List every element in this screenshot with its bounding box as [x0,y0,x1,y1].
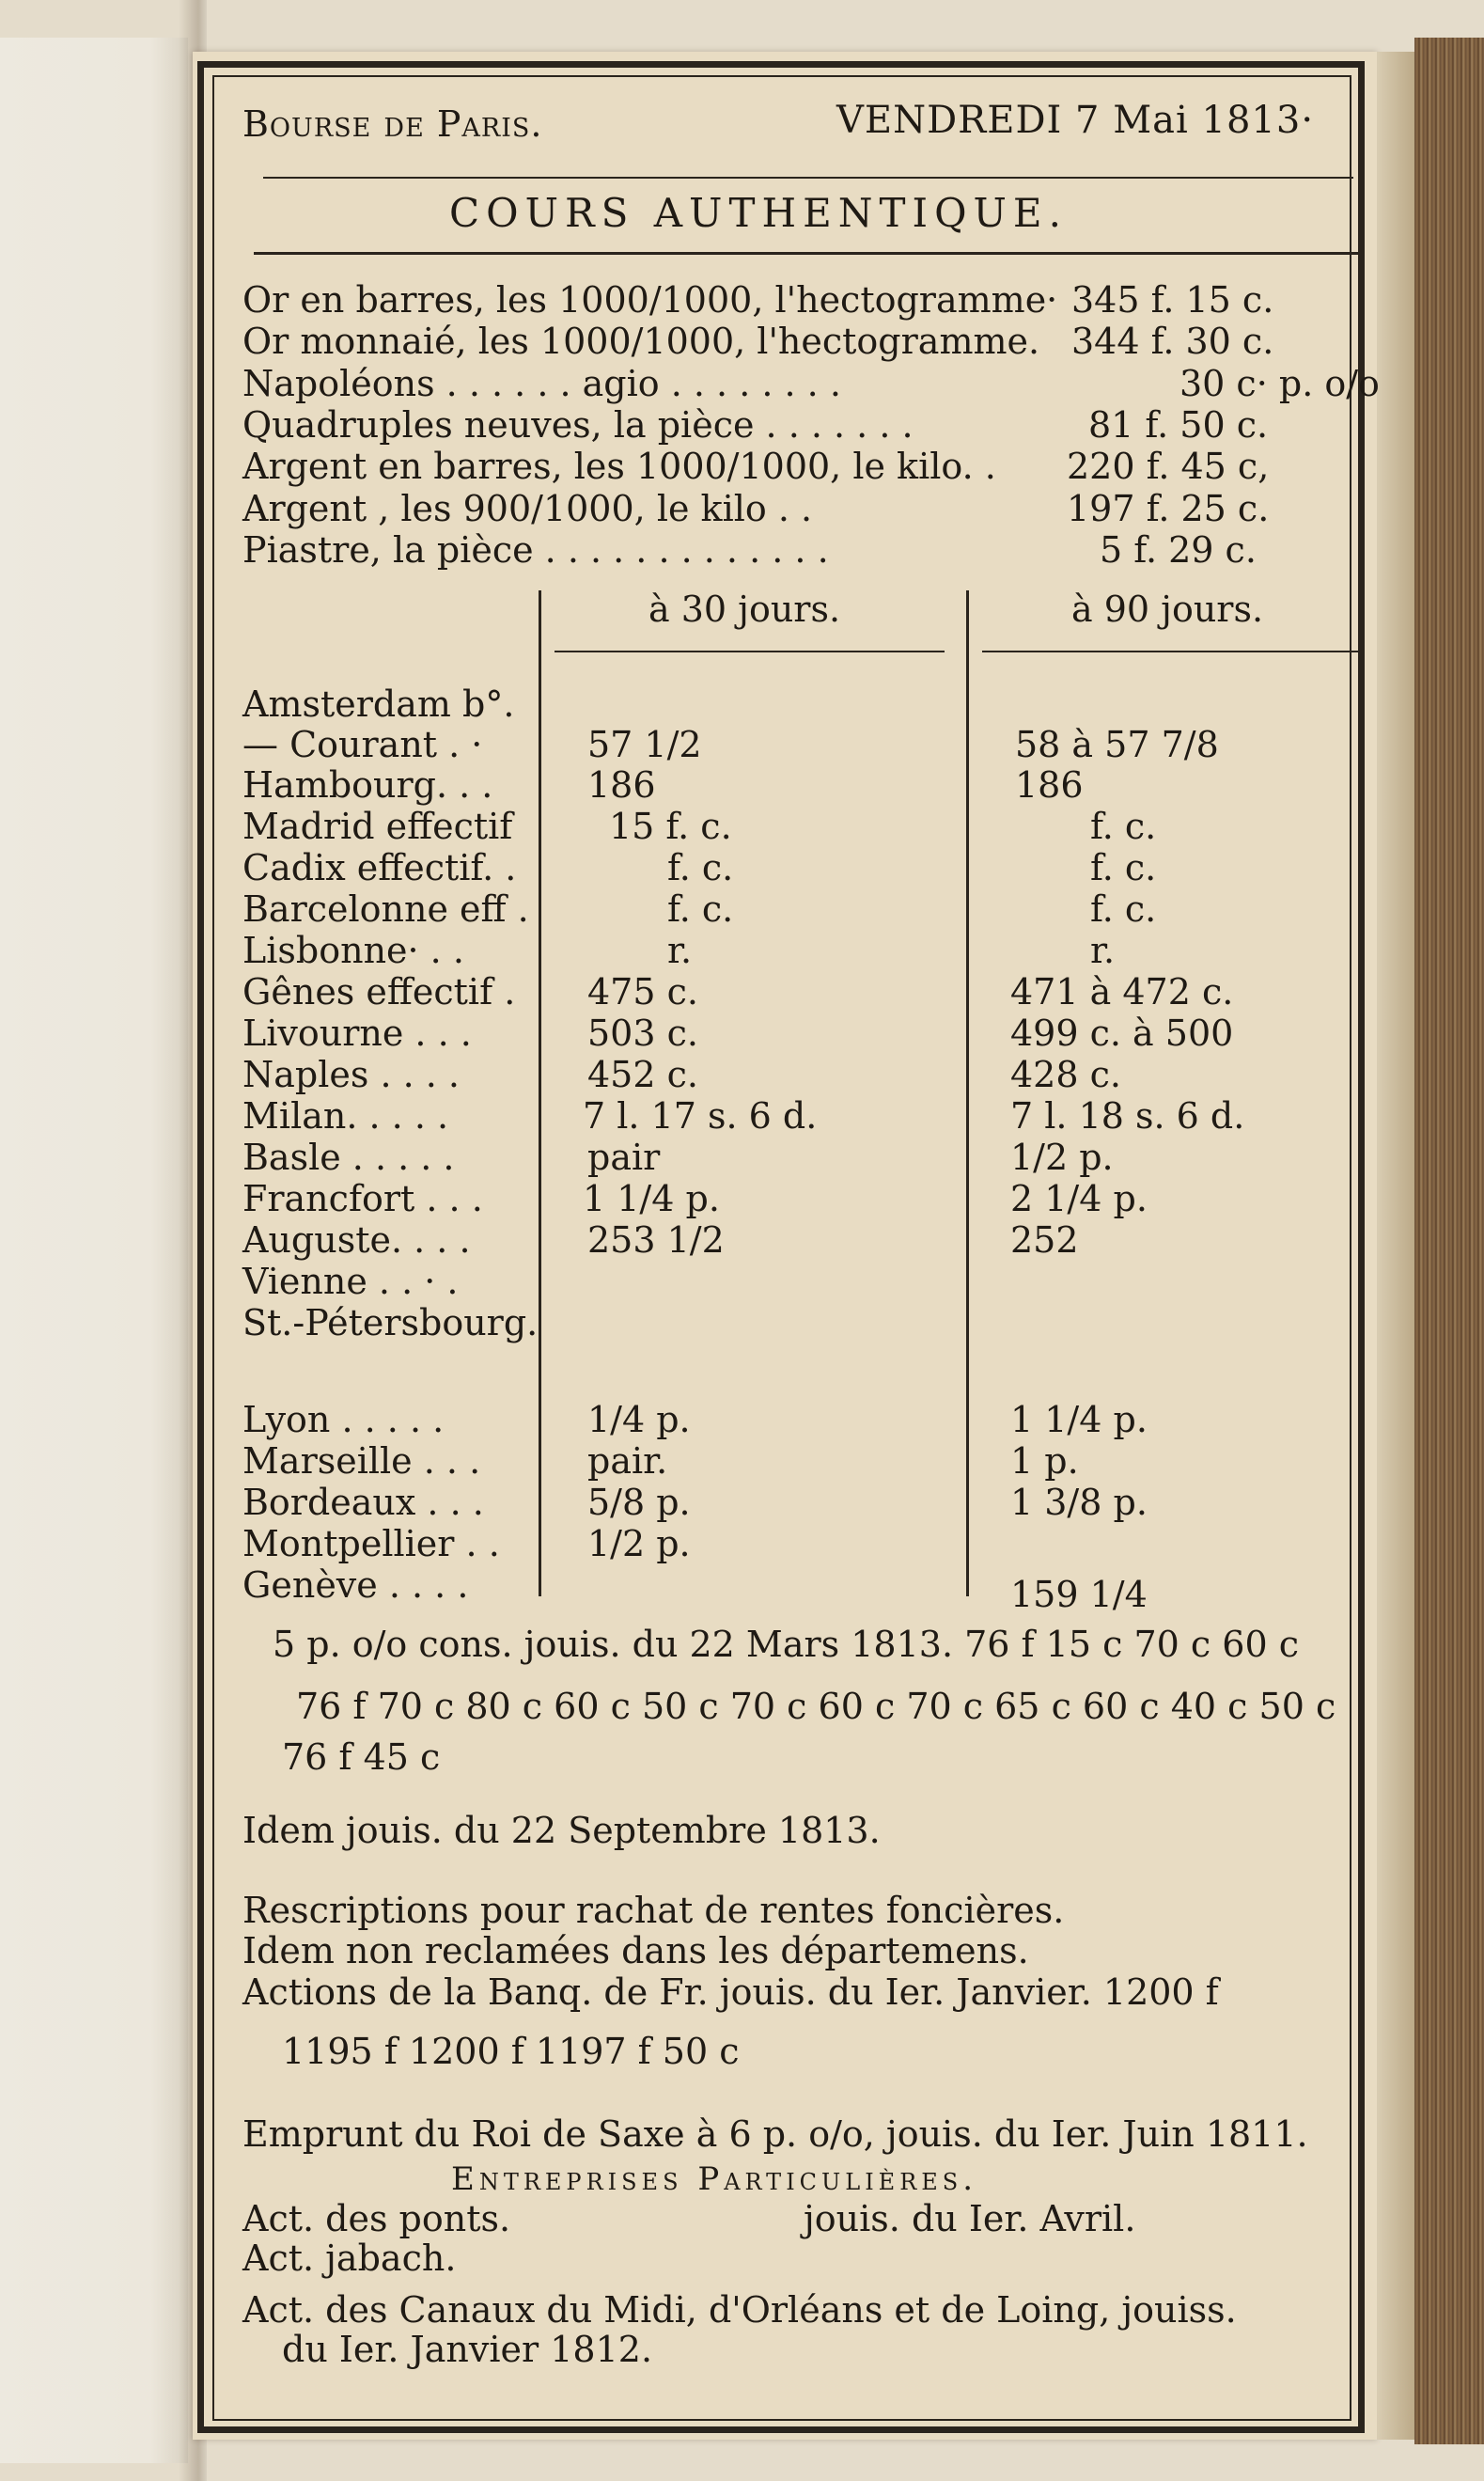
exchange-place: Lisbonne· . . [242,930,464,971]
exchange-90: r. [1090,930,1116,971]
exchange-place: Amsterdam b°. [242,683,515,725]
other-line: Actions de la Banq. de Fr. jouis. du Ier. Janvier. 1200 f [242,1971,1219,2013]
rentes-line: 76 f 45 c [282,1736,441,1778]
column-header-rule-30 [555,651,945,652]
exchange-place: Vienne . . · . [242,1261,459,1302]
exchange-30: r. [667,930,693,971]
section-heading: Entreprises Particulières. [451,2160,978,2198]
exchange-place: Cadix effectif. . [242,847,517,888]
exchange-place: Gênes effectif . [242,971,516,1013]
other-line: Idem non reclamées dans les départemens. [242,1930,1029,1971]
exchange-place: Hambourg. . . [242,764,493,806]
exchange-place: Genève . . . . [242,1564,469,1606]
exchange-place: — Courant . · [242,724,483,765]
column-header-90: à 90 jours. [1071,589,1264,630]
exchange-30: pair [587,1137,661,1178]
exchange-30: 7 l. 17 s. 6 d. [583,1095,818,1137]
page-edges-shade [1377,52,1419,2440]
other-line: jouis. du Ier. Avril. [804,2198,1136,2239]
metal-label: Or monnaié, les 1000/1000, l'hectogramme. [242,321,1040,362]
exchange-30: 15 f. c. [609,806,732,847]
title-rule [254,252,1363,255]
exchange-place: Marseille . . . [242,1440,481,1482]
book-page-edges [1414,38,1484,2444]
exchange-90: 1/2 p. [1010,1137,1114,1178]
metal-value: 344 f. 30 c. [1071,321,1274,362]
metal-label: Or en barres, les 1000/1000, l'hectogramme· [242,279,1058,321]
exchange-30: 475 c. [587,971,698,1013]
rentes-line: Idem jouis. du 22 Septembre 1813. [242,1810,881,1851]
exchange-place: Madrid effectif [242,806,513,847]
exchange-30: pair. [587,1440,668,1482]
metal-label: Napoléons . . . . . . agio . . . . . . . . [242,363,841,404]
exchange-90: f. c. [1090,847,1157,888]
other-line: Act. des Canaux du Midi, d'Orléans et de Loing, jouiss. [242,2289,1237,2331]
exchange-30: 5/8 p. [587,1482,691,1523]
metal-value: 81 f. 50 c. [1088,404,1269,446]
exchange-place: Livourne . . . [242,1013,472,1054]
other-line: Act. jabach. [242,2238,457,2279]
exchange-90: 1 p. [1010,1440,1079,1482]
exchange-30: 1/2 p. [587,1523,691,1564]
metal-label: Argent , les 900/1000, le kilo . . [242,488,813,529]
other-line: Emprunt du Roi de Saxe à 6 p. o/o, jouis. du Ier. Juin 1811. [242,2113,1308,2155]
exchange-place: Barcelonne eff . [242,888,529,930]
exchange-place: St.-Pétersbourg. [242,1302,539,1343]
exchange-90: 1 1/4 p. [1010,1399,1148,1440]
page-title: COURS AUTHENTIQUE. [449,190,1068,236]
header-left: Bourse de Paris. [242,103,543,145]
metal-value: 197 f. 25 c. [1067,488,1270,529]
exchange-90: 252 [1010,1219,1079,1261]
exchange-90: 499 c. à 500 [1010,1013,1234,1054]
rentes-line: 5 p. o/o cons. jouis. du 22 Mars 1813. 76 f 15 c 70 c 60 c [273,1624,1299,1665]
metal-label: Piastre, la pièce . . . . . . . . . . . . . [242,529,829,571]
exchange-90: 428 c. [1010,1054,1121,1095]
exchange-30: 1 1/4 p. [583,1178,720,1219]
other-line: du Ier. Janvier 1812. [282,2329,653,2370]
exchange-30: 186 [587,764,656,806]
exchange-90: 1 3/8 p. [1010,1482,1148,1523]
exchange-30: 503 c. [587,1013,698,1054]
column-header-30: à 30 jours. [648,589,841,630]
other-line: Rescriptions pour rachat de rentes foncières. [242,1890,1065,1931]
other-line: 1195 f 1200 f 1197 f 50 c [282,2031,740,2072]
exchange-90: 186 [1015,764,1084,806]
metal-label: Argent en barres, les 1000/1000, le kilo. . [242,446,996,487]
exchange-place: Naples . . . . [242,1054,461,1095]
exchange-place: Auguste. . . . [242,1219,471,1261]
exchange-divider-left [539,590,541,1596]
left-page-margin [0,38,188,2463]
exchange-place: Bordeaux . . . [242,1482,484,1523]
exchange-30: 452 c. [587,1054,698,1095]
exchange-90: 7 l. 18 s. 6 d. [1010,1095,1245,1137]
exchange-90: 159 1/4 [1010,1574,1148,1615]
header-rule [263,177,1353,179]
other-line: Act. des ponts. [242,2198,511,2239]
exchange-90: 471 à 472 c. [1010,971,1234,1013]
metal-value: 30 c· p. o/o [1179,363,1380,404]
exchange-30: 253 1/2 [587,1219,725,1261]
exchange-90: 58 à 57 7/8 [1015,724,1219,765]
exchange-30: f. c. [667,888,734,930]
rentes-line: 76 f 70 c 80 c 60 c 50 c 70 c 60 c 70 c 65 c 60 c 40 c 50 c [296,1686,1336,1727]
column-header-rule-90 [982,651,1363,652]
metal-value: 5 f. 29 c. [1100,529,1257,571]
exchange-place: Francfort . . . [242,1178,483,1219]
exchange-90: 2 1/4 p. [1010,1178,1148,1219]
metal-label: Quadruples neuves, la pièce . . . . . . . [242,404,914,446]
exchange-30: f. c. [667,847,734,888]
metal-value: 220 f. 45 c, [1067,446,1270,487]
exchange-place: Milan. . . . . [242,1095,449,1137]
exchange-30: 1/4 p. [587,1399,691,1440]
header-date: VENDREDI 7 Mai 1813· [836,99,1315,142]
exchange-place: Lyon . . . . . [242,1399,445,1440]
exchange-30: 57 1/2 [587,724,702,765]
exchange-place: Montpellier . . [242,1523,500,1564]
exchange-90: f. c. [1090,888,1157,930]
exchange-divider-right [966,590,969,1596]
exchange-place: Basle . . . . . [242,1137,455,1178]
exchange-90: f. c. [1090,806,1157,847]
metal-value: 345 f. 15 c. [1071,279,1274,321]
